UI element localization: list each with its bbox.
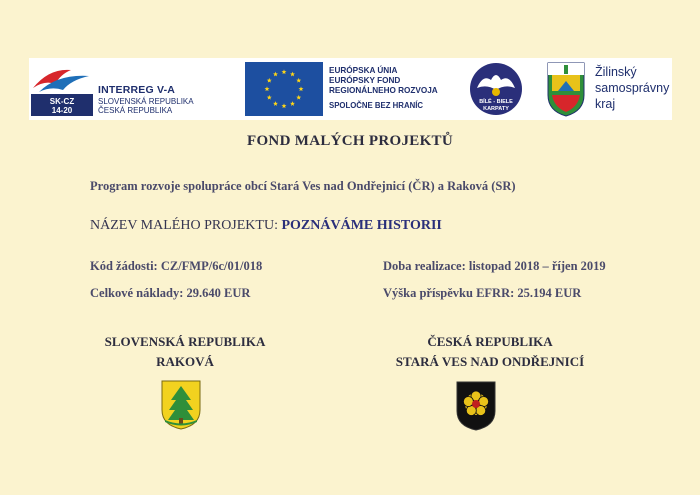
rakova-crest-icon: [161, 380, 201, 430]
cz-country: ČESKÁ REPUBLIKA: [427, 334, 553, 349]
zilina-text: [595, 64, 669, 112]
sk-country: SLOVENSKÁ REPUBLIKA: [104, 334, 266, 349]
realization-period: Doba realizace: listopad 2018 – říjen 2019: [383, 259, 606, 273]
eu-text: [329, 66, 438, 96]
efrr-contribution: Výška příspěvku EFRR: 25.194 EUR: [383, 286, 582, 300]
project-name: POZNÁVÁME HISTORII: [281, 218, 442, 233]
project-label: NÁZEV MALÉHO PROJEKTU:: [90, 218, 278, 233]
stara-ves-crest-icon: [456, 381, 496, 431]
sk-partner: [90, 332, 280, 372]
eu-line1: EURÓPSKA ÚNIA: [329, 66, 398, 75]
zilina-line3: kraj: [595, 97, 616, 111]
cz-town: STARÁ VES NAD ONDŘEJNICÍ: [395, 354, 585, 369]
bile-karpaty-logo-icon: [469, 62, 523, 116]
zilina-crest-icon: [546, 61, 586, 117]
interreg-name: INTERREG V-A: [98, 84, 176, 96]
bile-karpaty-line1: BÍLÉ - BIELE: [479, 99, 513, 105]
eu-line3: REGIONÁLNEHO ROZVOJA: [329, 86, 438, 95]
zilina-line1: Žilinský: [595, 65, 637, 79]
interreg-line2: SLOVENSKÁ REPUBLIKA: [98, 97, 194, 106]
eu-motto: SPOLOČNE BEZ HRANÍC: [329, 101, 424, 110]
interreg-mark-line2: 14-20: [51, 106, 73, 115]
cz-partner: [380, 332, 600, 372]
zilina-line2: samosprávny: [595, 81, 670, 95]
interreg-line3: ČESKÁ REPUBLIKA: [98, 106, 173, 115]
logo-strip: [29, 58, 672, 120]
eu-flag-icon: [245, 62, 323, 116]
interreg-mark-icon: [31, 62, 93, 116]
interreg-mark-line1: SK-CZ: [49, 97, 75, 106]
program-line: Program rozvoje spolupráce obcí Stará Ves nad Ondřejnicí (ČR) a Raková (SR): [90, 179, 516, 193]
page-title: FOND MALÝCH PROJEKTŮ: [247, 133, 453, 149]
sk-town: RAKOVÁ: [156, 354, 214, 369]
total-costs: Celkové náklady: 29.640 EUR: [90, 286, 251, 300]
project-heading: [90, 218, 442, 234]
bile-karpaty-line2: KARPATY: [483, 106, 509, 112]
request-code: Kód žádosti: CZ/FMP/6c/01/018: [90, 259, 263, 273]
eu-line2: EURÓPSKY FOND: [329, 76, 401, 85]
interreg-logo: [29, 60, 229, 118]
